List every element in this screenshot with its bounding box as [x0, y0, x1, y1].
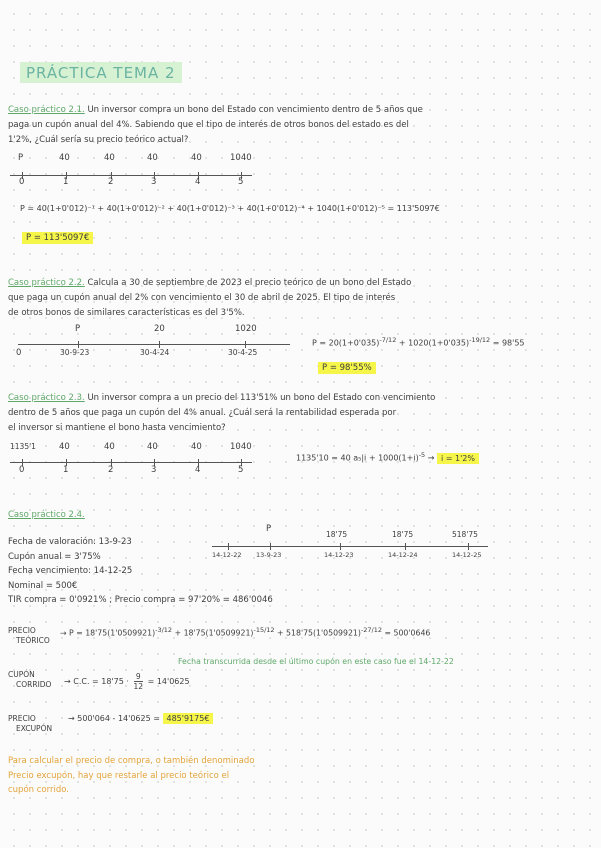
cash-label: 40 — [147, 153, 158, 163]
time-label: 2 — [108, 465, 114, 475]
precio-teorico-formula: → $P = 18'75(1'0509921)^{-3/12} + 18'75(1'0509921)^{-15/12} + 518'75(1'0509921)^{-27/12} = 500'0646$ — [60, 626, 431, 638]
time-label: 5 — [238, 465, 244, 475]
cash-label: 18'75 — [326, 530, 348, 539]
date-label: 30-4-25 — [228, 348, 258, 357]
date-label: 14-12-25 — [452, 551, 482, 559]
precio-excupon-formula: → 500'064 - 14'0625 = 485'9175€ — [68, 714, 213, 723]
case3-result: i = 1'2% — [437, 453, 479, 464]
case2-line: de otros bonos de similares características es del 3'5%. — [8, 308, 245, 318]
case1-formula: P = 40(1+0'012)⁻¹ + 40(1+0'012)⁻² + 40(1+0'012)⁻³ + 40(1+0'012)⁻⁴ + 1040(1+0'012)⁻⁵ = 113'5097€ — [20, 204, 440, 213]
case1-line: Un inversor compra un bono del Estado con vencimiento dentro de 5 años que — [87, 105, 423, 115]
case2-statement — [8, 276, 411, 321]
precio-teorico-label: PRECIO TEÓRICO — [8, 626, 50, 645]
title-box — [20, 63, 182, 82]
cash-label: 40 — [147, 442, 158, 452]
cupon-corrido-formula: → C.C. = 18'75 · $\frac{9}{12}$ = 14'0625 — [64, 672, 190, 691]
date-label: 13-9-23 — [256, 551, 282, 559]
cash-label: 40 — [59, 442, 70, 452]
timeline-axis — [10, 175, 252, 176]
cupon-corrido-label: CUPÓN CORRIDO — [8, 670, 52, 689]
time-label: 0 — [19, 177, 25, 187]
timeline-axis — [10, 462, 252, 463]
cash-label: 1020 — [235, 324, 257, 334]
cash-label: 40 — [59, 153, 70, 163]
time-label: 4 — [195, 177, 201, 187]
date-label: 14-12-22 — [212, 551, 242, 559]
excupon-result: 485'9175€ — [163, 713, 214, 724]
date-label: 14-12-23 — [324, 551, 354, 559]
case1-heading: Caso práctico 2.1. — [8, 105, 85, 115]
case3-line: el inversor si mantiene el bono hasta vencimiento? — [8, 423, 226, 433]
data-line: Cupón anual = 3'75% — [8, 551, 101, 562]
case3-equation: 1135'10 = 40 $a_5|i + 1000(1+i)^{-5} \to i = 1'2\%$ — [296, 451, 479, 463]
case1-result: P = 113'5097€ — [22, 233, 93, 243]
data-line: TIR compra = 0'0921% ; Precio compra = 97'20% = 486'0046 — [8, 595, 273, 605]
case1-line: paga un cupón anual del 4%. Sabiendo que el tipo de interés de otros bonos del estado es del — [8, 120, 409, 130]
case4-heading: Caso práctico 2.4. — [8, 510, 85, 520]
date-label: 30-4-24 — [140, 348, 170, 357]
cash-label: P — [18, 153, 24, 163]
time-label: 0 — [19, 465, 25, 475]
case1-statement — [8, 103, 423, 148]
case3-line: Un inversor compra a un precio del 113'51% un bono del Estado con vencimiento — [87, 393, 436, 403]
date-label: 30-9-23 — [60, 348, 90, 357]
time-label: 5 — [238, 177, 244, 187]
case2-heading: Caso práctico 2.2. — [8, 278, 85, 288]
case2-line: que paga un cupón anual del 2% con vencimiento el 30 de abril de 2025. El tipo de interés — [8, 293, 396, 303]
time-label: 3 — [151, 465, 157, 475]
cash-label: 40 — [191, 442, 202, 452]
cash-label: 40 — [104, 442, 115, 452]
cash-label: 518'75 — [452, 530, 478, 539]
case3-statement — [8, 391, 435, 436]
cash-label: 1135'1 — [10, 442, 36, 451]
cash-label: 1040 — [230, 442, 252, 452]
case2-result: P = 98'55% — [318, 363, 376, 373]
date-label: 14-12-24 — [388, 551, 418, 559]
data-line: Fecha de valoración: 13-9-23 — [8, 537, 132, 547]
time-label: 4 — [195, 465, 201, 475]
cash-label: 1040 — [230, 153, 252, 163]
cash-label: 40 — [104, 153, 115, 163]
case1-line: 1'2%, ¿Cuál sería su precio teórico actual? — [8, 135, 189, 145]
case3-line: dentro de 5 años que paga un cupón del 4% anual. ¿Cuál será la rentabilidad esperada por — [8, 408, 397, 418]
case3-heading: Caso práctico 2.3. — [8, 393, 85, 403]
time-label: 1 — [63, 465, 69, 475]
data-line: Nominal = 500€ — [8, 580, 78, 591]
case2-line: Calcula a 30 de septiembre de 2023 el precio teórico de un bono del Estado — [87, 278, 412, 288]
cash-label: 20 — [154, 324, 165, 334]
time-label: 3 — [151, 177, 157, 187]
cash-label: P — [266, 524, 272, 534]
data-line: Fecha vencimiento: 14-12-25 — [8, 566, 133, 576]
timeline-axis — [18, 344, 290, 345]
time-label: 2 — [108, 177, 114, 187]
cash-label: P — [75, 324, 81, 334]
timeline-axis — [212, 546, 488, 547]
time-label: 1 — [63, 177, 69, 187]
cash-label: 18'75 — [392, 530, 414, 539]
precio-excupon-label: PRECIO EXCUPÓN — [8, 714, 53, 733]
cupon-note: Fecha transcurrida desde el último cupón en este caso fue el 14-12-22 — [178, 657, 454, 666]
orange-note: Para calcular el precio de compra, o también denominado Precio excupón, hay que restarle al precio teórico el cupón corrido. — [8, 756, 255, 795]
page-title: PRÁCTICA TEMA 2 — [20, 62, 182, 83]
cash-label: 40 — [191, 153, 202, 163]
case2-formula: $P = 20(1+0'035)^{-7/12} + 1020(1+0'035)^{-19/12} = 98'55$ — [312, 336, 525, 348]
